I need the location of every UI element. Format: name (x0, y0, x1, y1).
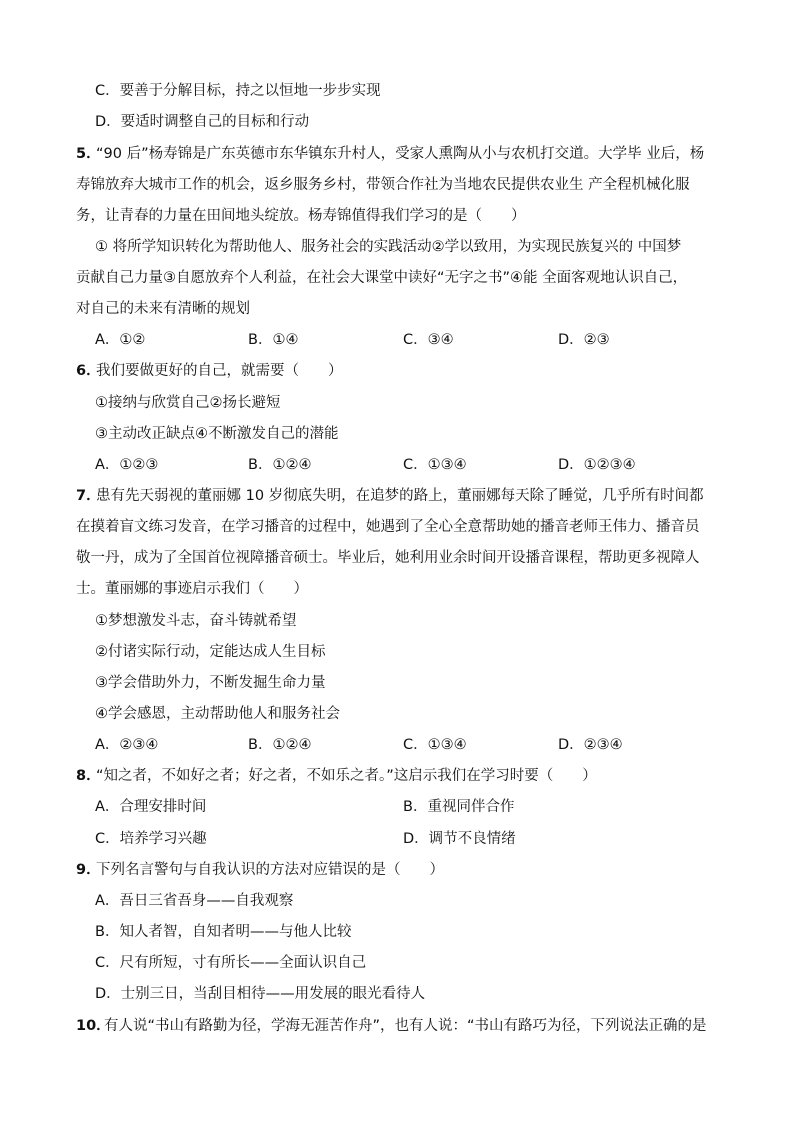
q10-stem-line1: 有人说“书山有路勤为径，学海无涯苦作舟”，也有人说：“书山有路巧为径，下列说法正确的是 (104, 1018, 707, 1034)
q9-option-a[interactable]: A．吾日三省吾身——自我观察 (95, 893, 294, 909)
q5-option-c[interactable]: C．③④ (403, 332, 454, 348)
q7-statement-1: ①梦想激发斗志，奋斗铸就希望 (95, 613, 297, 629)
option-d-prev: D．要适时调整自己的目标和行动 (95, 114, 310, 130)
q7-statement-4: ④学会感恩，主动帮助他人和服务社会 (95, 706, 340, 722)
q6-stem: 我们要做更好的自己，就需要（ ） (96, 363, 343, 379)
q6-option-d[interactable]: D．①②③④ (558, 457, 636, 473)
q5-stem-line1: “90 后”杨寿锦是广东英德市东华镇东升村人，受家人熏陶从小与农机打交道。大学毕 业后，杨 (96, 146, 705, 162)
q6-number: 6． (76, 363, 101, 379)
q5-number: 5． (76, 146, 101, 162)
q7-option-a[interactable]: A．②③④ (95, 737, 159, 753)
q8-option-d[interactable]: D．调节不良情绪 (403, 831, 516, 847)
q9-option-b[interactable]: B．知人者智，自知者明——与他人比较 (95, 924, 352, 940)
q8-option-c[interactable]: C．培养学习兴趣 (95, 831, 207, 847)
q9-option-d[interactable]: D．士别三日，当刮目相待——用发展的眼光看待人 (95, 986, 426, 1002)
q7-stem-line3: 敬一丹，成为了全国首位视障播音硕士。毕业后，她利用业余时间开设播音课程，帮助更多视障人 (76, 550, 700, 566)
q7-option-b[interactable]: B．①②④ (248, 737, 312, 753)
q6-option-c[interactable]: C．①③④ (403, 457, 467, 473)
q7-options (95, 735, 715, 755)
q8-number: 8． (76, 768, 101, 784)
q5-stem-line2: 寿锦放弃大城市工作的机会，返乡服务乡村，带领合作社为当地农民提供农业生 产全程机械化服 (76, 177, 690, 193)
q5-statement-line1: ① 将所学知识转化为帮助他人、服务社会的实践活动②学以致用，为实现民族复兴的 中国梦 (95, 239, 682, 255)
q5-option-d[interactable]: D．②③ (558, 332, 610, 348)
q6-option-b[interactable]: B．①②④ (248, 457, 312, 473)
q6-statement-line2: ③主动改正缺点④不断激发自己的潜能 (95, 426, 339, 442)
option-c-prev: C．要善于分解目标，持之以恒地一步步实现 (95, 83, 381, 99)
q9-number: 9． (76, 862, 101, 878)
q6-statement-line1: ①接纳与欣赏自己②扬长避短 (95, 395, 281, 411)
q7-option-c[interactable]: C．①③④ (403, 737, 467, 753)
q7-option-d[interactable]: D．②③④ (558, 737, 623, 753)
q5-options (95, 330, 715, 350)
q10-number: 10． (76, 1018, 111, 1034)
q6-option-a[interactable]: A．①②③ (95, 457, 159, 473)
q7-stem-line2: 在摸着盲文练习发音，在学习播音的过程中，她遇到了全心全意帮助她的播音老师王伟力、播音员 (76, 519, 700, 535)
q9-option-c[interactable]: C．尺有所短，寸有所长——全面认识自己 (95, 955, 367, 971)
q5-option-a[interactable]: A．①② (95, 332, 146, 348)
q7-stem-line4: 士。董丽娜的事迹启示我们（ ） (76, 581, 308, 597)
q7-stem-line1: 患有先天弱视的董丽娜 10 岁彻底失明，在追梦的路上，董丽娜每天除了睡觉，几乎所有时间都 (96, 488, 704, 504)
q8-option-b[interactable]: B．重视同伴合作 (403, 799, 515, 815)
q8-option-a[interactable]: A．合理安排时间 (95, 799, 207, 815)
q5-statement-line3: 对自己的未来有清晰的规划 (76, 301, 250, 317)
q8-stem: “知之者，不如好之者；好之者，不如乐之者。”这启示我们在学习时要（ ） (96, 768, 597, 784)
q5-option-b[interactable]: B．①④ (248, 332, 299, 348)
q5-statement-line2: 贡献自己力量③自愿放弃个人利益，在社会大课堂中读好“无字之书”④能 全面客观地认识自己， (76, 270, 688, 286)
q6-options (95, 455, 715, 475)
q7-statement-3: ③学会借助外力，不断发掘生命力量 (95, 675, 326, 691)
q7-number: 7． (76, 488, 101, 504)
q7-statement-2: ②付诸实际行动，定能达成人生目标 (95, 644, 326, 660)
q9-stem: 下列名言警句与自我认识的方法对应错误的是（ ） (96, 862, 444, 878)
q5-stem-line3: 务，让青春的力量在田间地头绽放。杨寿锦值得我们学习的是（ ） (76, 208, 526, 224)
